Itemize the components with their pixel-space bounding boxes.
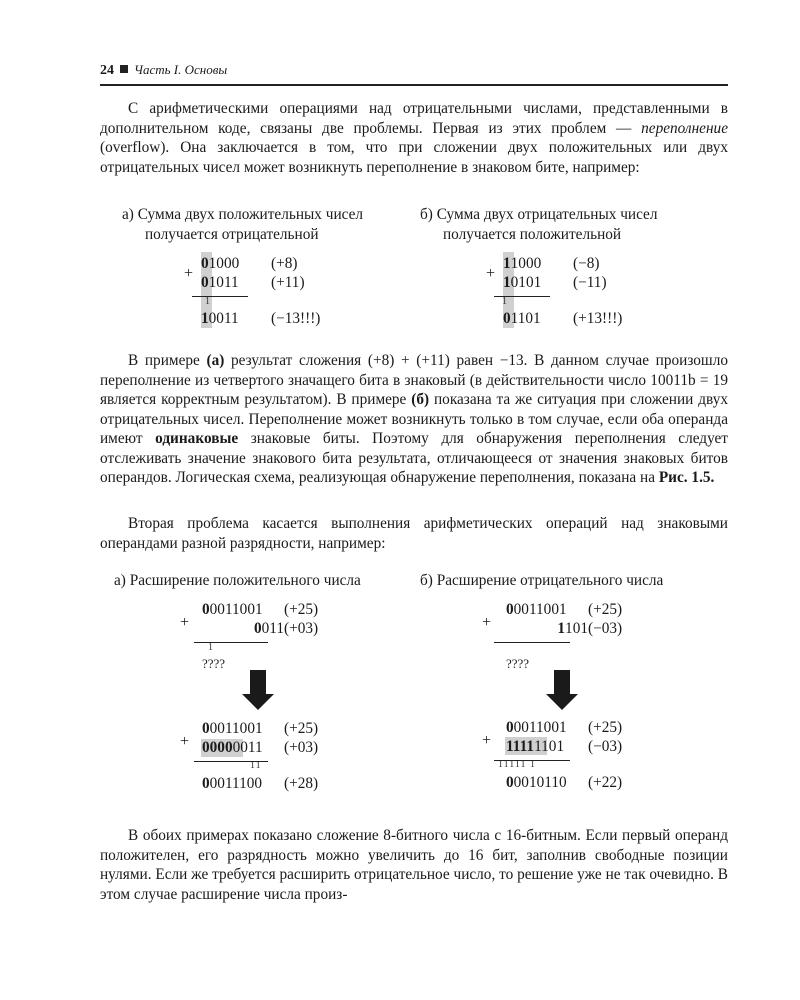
calc-example-a: + 01000 (+8) 01011 (+11) 1 10011 (−13!!!)	[180, 252, 330, 332]
plus-sign: +	[184, 265, 194, 282]
sum-rule	[192, 296, 248, 297]
paragraph-overflow: В примере (а) результат сложения (+8) + (+11) равен −13. В данном случае произошло переполнение из четвертого значащего бита в знаковый (в действительности число 10011b = 19 является корректным результатом). В примере (б) показана та же ситуация при сложении двух отрицательных чисел. Переполнение может возникнуть только в том случае, если оба операнда имеют одинаковые знаковые биты. Поэтому для обнаружения переполнения следует отслеживать значение знакового бита результата, отличающееся от значения знаковых битов операндов. Логическая схема, реализующая обнаружение переполнения, показана на Рис. 1.5.	[100, 352, 729, 486]
intro-text-1: С арифметическими операциями над отрицательными числами, представленными в дополнительном коде, связаны две проблемы. Первая из этих проблем —	[100, 100, 728, 137]
calc-extension-b: + 00011001 (+25) 1101(−03) ???? + 00011001 (+25) 11111101 (−03) 11111 1 00010110 (+22)	[482, 601, 623, 791]
calc-example-b: + 11000 (−8) 10101 (−11) 1 01101 (+13!!!)	[482, 252, 642, 332]
part-title: Часть I. Основы	[134, 62, 228, 77]
square-bullet-icon	[120, 65, 128, 73]
term-overflow: переполнение	[641, 119, 728, 137]
unknown-result: ????	[506, 656, 530, 671]
figure-ref: Рис. 1.5.	[658, 469, 715, 486]
example-b-label: б) Сумма двух отрицательных чисел получается положительной	[420, 206, 658, 243]
paragraph-second-problem: Вторая проблема касается выполнения арифметических операций над знаковыми операндами разной разрядности, например:	[100, 515, 728, 552]
down-arrow-icon	[250, 670, 266, 696]
unknown-result: ????	[202, 656, 226, 671]
sum-rule	[494, 642, 570, 643]
example2-a-label: а) Расширение положительного числа	[114, 572, 361, 589]
down-arrow-icon	[554, 670, 570, 696]
calc-extension-a: + 00011001 (+25) 0011(+03) 1 ???? + 00011001 (+25) 00000011 (+03) 11 00011100 (+28)	[180, 601, 319, 792]
carry-digits: 1	[502, 296, 508, 307]
page-header	[100, 62, 728, 86]
sum-rule	[194, 761, 268, 762]
example-a-label: а) Сумма двух положительных чисел получается отрицательной	[122, 206, 364, 243]
sum-rule	[494, 760, 570, 761]
intro-text-2: (overflow). Она заключается в том, что при сложении двух положительных или двух отрицательных чисел может возникнуть переполнение в знаковом бите, например:	[100, 139, 728, 176]
paragraph-extension: В обоих примерах показано сложение 8-битного числа с 16-битным. Если первый операнд положителен, его разрядность можно увеличить до 16 бит, заполнив свободные позиции нулями. Если же требуется расширить отрицательное число, то решение уже не так очевидно. В этом случае расширение числа произ-	[100, 827, 728, 903]
page-number: 24	[100, 63, 114, 78]
example2-b-label: б) Расширение отрицательного числа	[420, 572, 664, 589]
sum-rule	[494, 296, 550, 297]
paragraph-intro	[100, 99, 728, 177]
sum-rule	[194, 642, 268, 643]
carry-digits: 1	[205, 296, 211, 307]
plus-sign: +	[486, 265, 496, 282]
